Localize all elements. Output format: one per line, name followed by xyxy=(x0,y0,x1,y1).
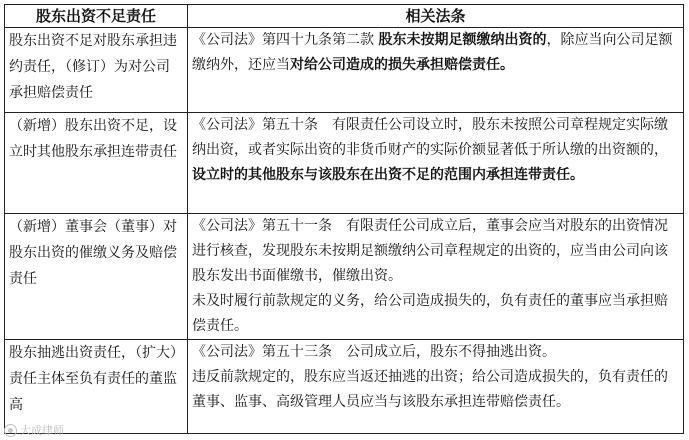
liability-cell: 股东抽逃出资责任，（扩大）责任主体至负有责任的董监高 xyxy=(5,340,188,434)
liability-cell: （新增）股东出资不足，设立时其他股东承担连带责任 xyxy=(5,113,188,214)
table-header-row xyxy=(5,5,684,28)
watermark xyxy=(4,422,64,438)
liability-cell: 股东出资不足对股东承担违约责任，（修订）为对公司承担赔偿责任 xyxy=(5,28,188,113)
law-text: 《公司法》第五十一条 有限责任公司成立后，董事会应当对股东的出资情况进行核查，发现股东未按期足额缴纳公司章程规定的出资的，应当由公司向该股东发出书面催缴书，催缴出资。 xyxy=(192,218,668,284)
law-text: 《公司法》第四十九条第二款 xyxy=(192,32,379,48)
law-cell xyxy=(188,214,684,340)
table-row xyxy=(5,113,684,214)
header-liability: 股东出资不足责任 xyxy=(5,5,188,28)
liability-cell: （新增）董事会（董事）对股东出资的催缴义务及赔偿责任 xyxy=(5,214,188,340)
liability-table xyxy=(4,4,684,434)
law-text: 《公司法》第五十三条 公司成立后，股东不得抽逃出资。 xyxy=(192,344,556,360)
watermark-text: 大成律师 xyxy=(20,424,64,437)
law-text: 违反前款规定的，股东应当返还抽逃的出资；给公司造成损失的，负有责任的董事、监事、高级管理人员应当与该股东承担连带赔偿责任。 xyxy=(192,369,668,410)
table-row xyxy=(5,214,684,340)
law-text: 《公司法》第五十条 有限责任公司设立时，股东未按照公司章程规定实际缴纳出资，或者实际出资的非货币财产的实际价额显著低于所认缴的出资额的， xyxy=(192,117,668,158)
law-text: 未及时履行前款规定的义务，给公司造成损失的，负有责任的董事应当承担赔偿责任。 xyxy=(192,293,668,334)
law-text: ，除应当向公司足额缴纳外，还应当 xyxy=(192,32,673,73)
law-text-bold: 设立时的其他股东与该股东在出资不足的范围内承担连带责任。 xyxy=(192,167,584,183)
table-row xyxy=(5,28,684,113)
law-text-bold: 对给公司造成的损失承担赔偿责任。 xyxy=(290,57,514,73)
law-cell xyxy=(188,28,684,113)
law-cell xyxy=(188,113,684,214)
law-cell xyxy=(188,340,684,434)
law-text-bold: 股东未按期足额缴纳出资的 xyxy=(378,32,547,48)
table-row xyxy=(5,340,684,434)
watermark-logo-icon xyxy=(4,424,17,437)
header-law: 相关法条 xyxy=(188,5,684,28)
